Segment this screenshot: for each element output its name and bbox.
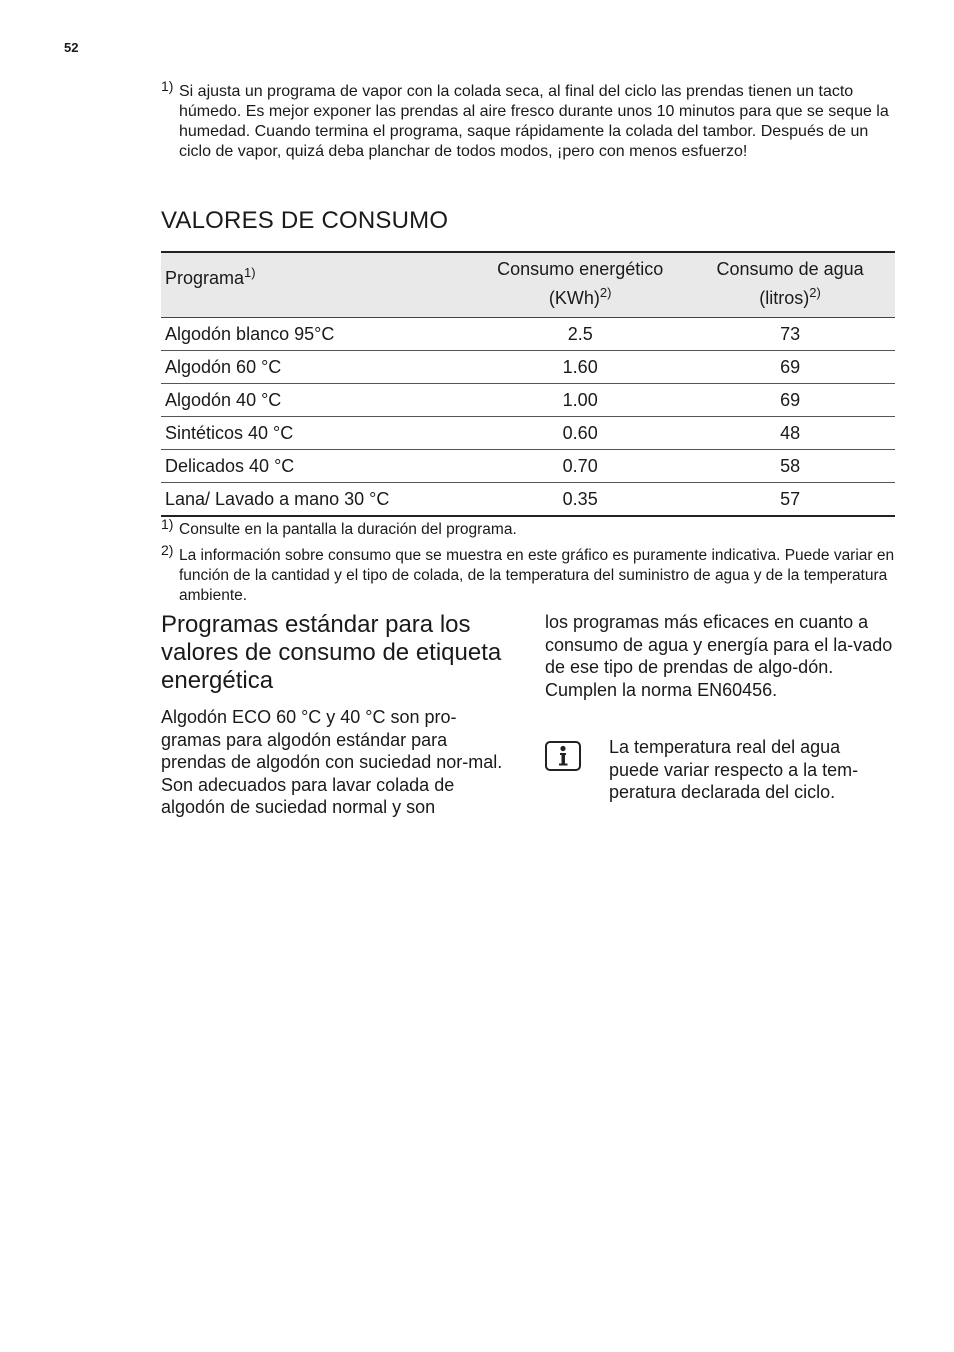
standard-compliance: Cumplen la norma EN60456. [545, 679, 778, 700]
header-energy [475, 252, 685, 318]
table-row [161, 318, 895, 351]
standard-programs-paragraph-left: Algodón ECO 60 °C y 40 °C son pro-gramas para algodón estándar para prendas de algodón con suciedad nor-mal. Son adecuados para lavar colada de algodón de suciedad normal y son [161, 707, 503, 817]
water-cell: 73 [685, 318, 895, 351]
header-sup: 1) [244, 265, 256, 280]
water-cell: 58 [685, 450, 895, 483]
table-row [161, 417, 895, 450]
info-note: La temperatura real del agua puede variar respecto a la tem-peratura declarada del ciclo. [609, 737, 859, 802]
water-cell: 69 [685, 351, 895, 384]
footnote-text: Consulte en la pantalla la duración del programa. [179, 521, 517, 538]
standard-programs-heading: Programas estándar para los valores de consumo de etiqueta energética [161, 611, 502, 694]
page-number: 52 [64, 40, 79, 55]
energy-cell: 2.5 [475, 318, 685, 351]
footnote-text: Si ajusta un programa de vapor con la colada seca, al final del ciclo las prendas tienen un tacto húmedo. Es mejor exponer las prendas al aire fresco durante unos 10 minutos para que se seque la humedad. Cuando termina el programa, saque rápidamente la colada del tambor. Después de un ciclo de vapor, quizá deba planchar de todos modos, ¡pero con menos esfuerzo! [179, 83, 889, 160]
program-cell: Delicados 40 °C [161, 450, 475, 483]
table-footnote-1 [161, 516, 896, 540]
info-icon [545, 741, 581, 771]
table-row [161, 450, 895, 483]
table-header-row [161, 252, 895, 318]
energy-cell: 0.60 [475, 417, 685, 450]
header-label: Consumo energético [497, 259, 664, 279]
table-row [161, 483, 895, 517]
table-row [161, 351, 895, 384]
footnote-marker: 1) [161, 78, 174, 94]
program-cell: Sintéticos 40 °C [161, 417, 475, 450]
energy-cell: 0.35 [475, 483, 685, 517]
water-cell: 57 [685, 483, 895, 517]
water-cell: 69 [685, 384, 895, 417]
footnote-marker: 2) [161, 542, 174, 558]
table-footnote-2 [161, 542, 896, 606]
header-unit: (litros) [759, 288, 810, 308]
paragraph-continuation: los programas más eficaces en cuanto a consumo de agua y energía para el la-vado de ese tipo de prendas de algo-dón. [545, 612, 893, 677]
header-label: Consumo de agua [716, 259, 864, 279]
header-program [161, 252, 475, 318]
standard-programs-paragraph-right [545, 611, 897, 701]
program-cell: Algodón 40 °C [161, 384, 475, 417]
energy-cell: 1.00 [475, 384, 685, 417]
header-label: Programa [165, 268, 245, 288]
table-row [161, 384, 895, 417]
header-water [685, 252, 895, 318]
program-cell: Algodón 60 °C [161, 351, 475, 384]
energy-cell: 1.60 [475, 351, 685, 384]
section-title: VALORES DE CONSUMO [161, 207, 449, 234]
steam-footnote [161, 78, 896, 162]
header-sup: 2) [599, 285, 612, 300]
header-unit: (KWh) [548, 288, 600, 308]
energy-cell: 0.70 [475, 450, 685, 483]
footnote-marker: 1) [161, 516, 174, 532]
water-cell: 48 [685, 417, 895, 450]
program-cell: Lana/ Lavado a mano 30 °C [161, 483, 475, 517]
footnote-text: La información sobre consumo que se muestra en este gráfico es puramente indicativa. Puede variar en función de la cantidad y el tipo de colada, de la temperatura del suministro de agua y de la temperatura ambiente. [179, 547, 895, 604]
program-cell: Algodón blanco 95°C [161, 318, 475, 351]
header-sup: 2) [809, 285, 821, 300]
consumption-table [161, 251, 895, 517]
